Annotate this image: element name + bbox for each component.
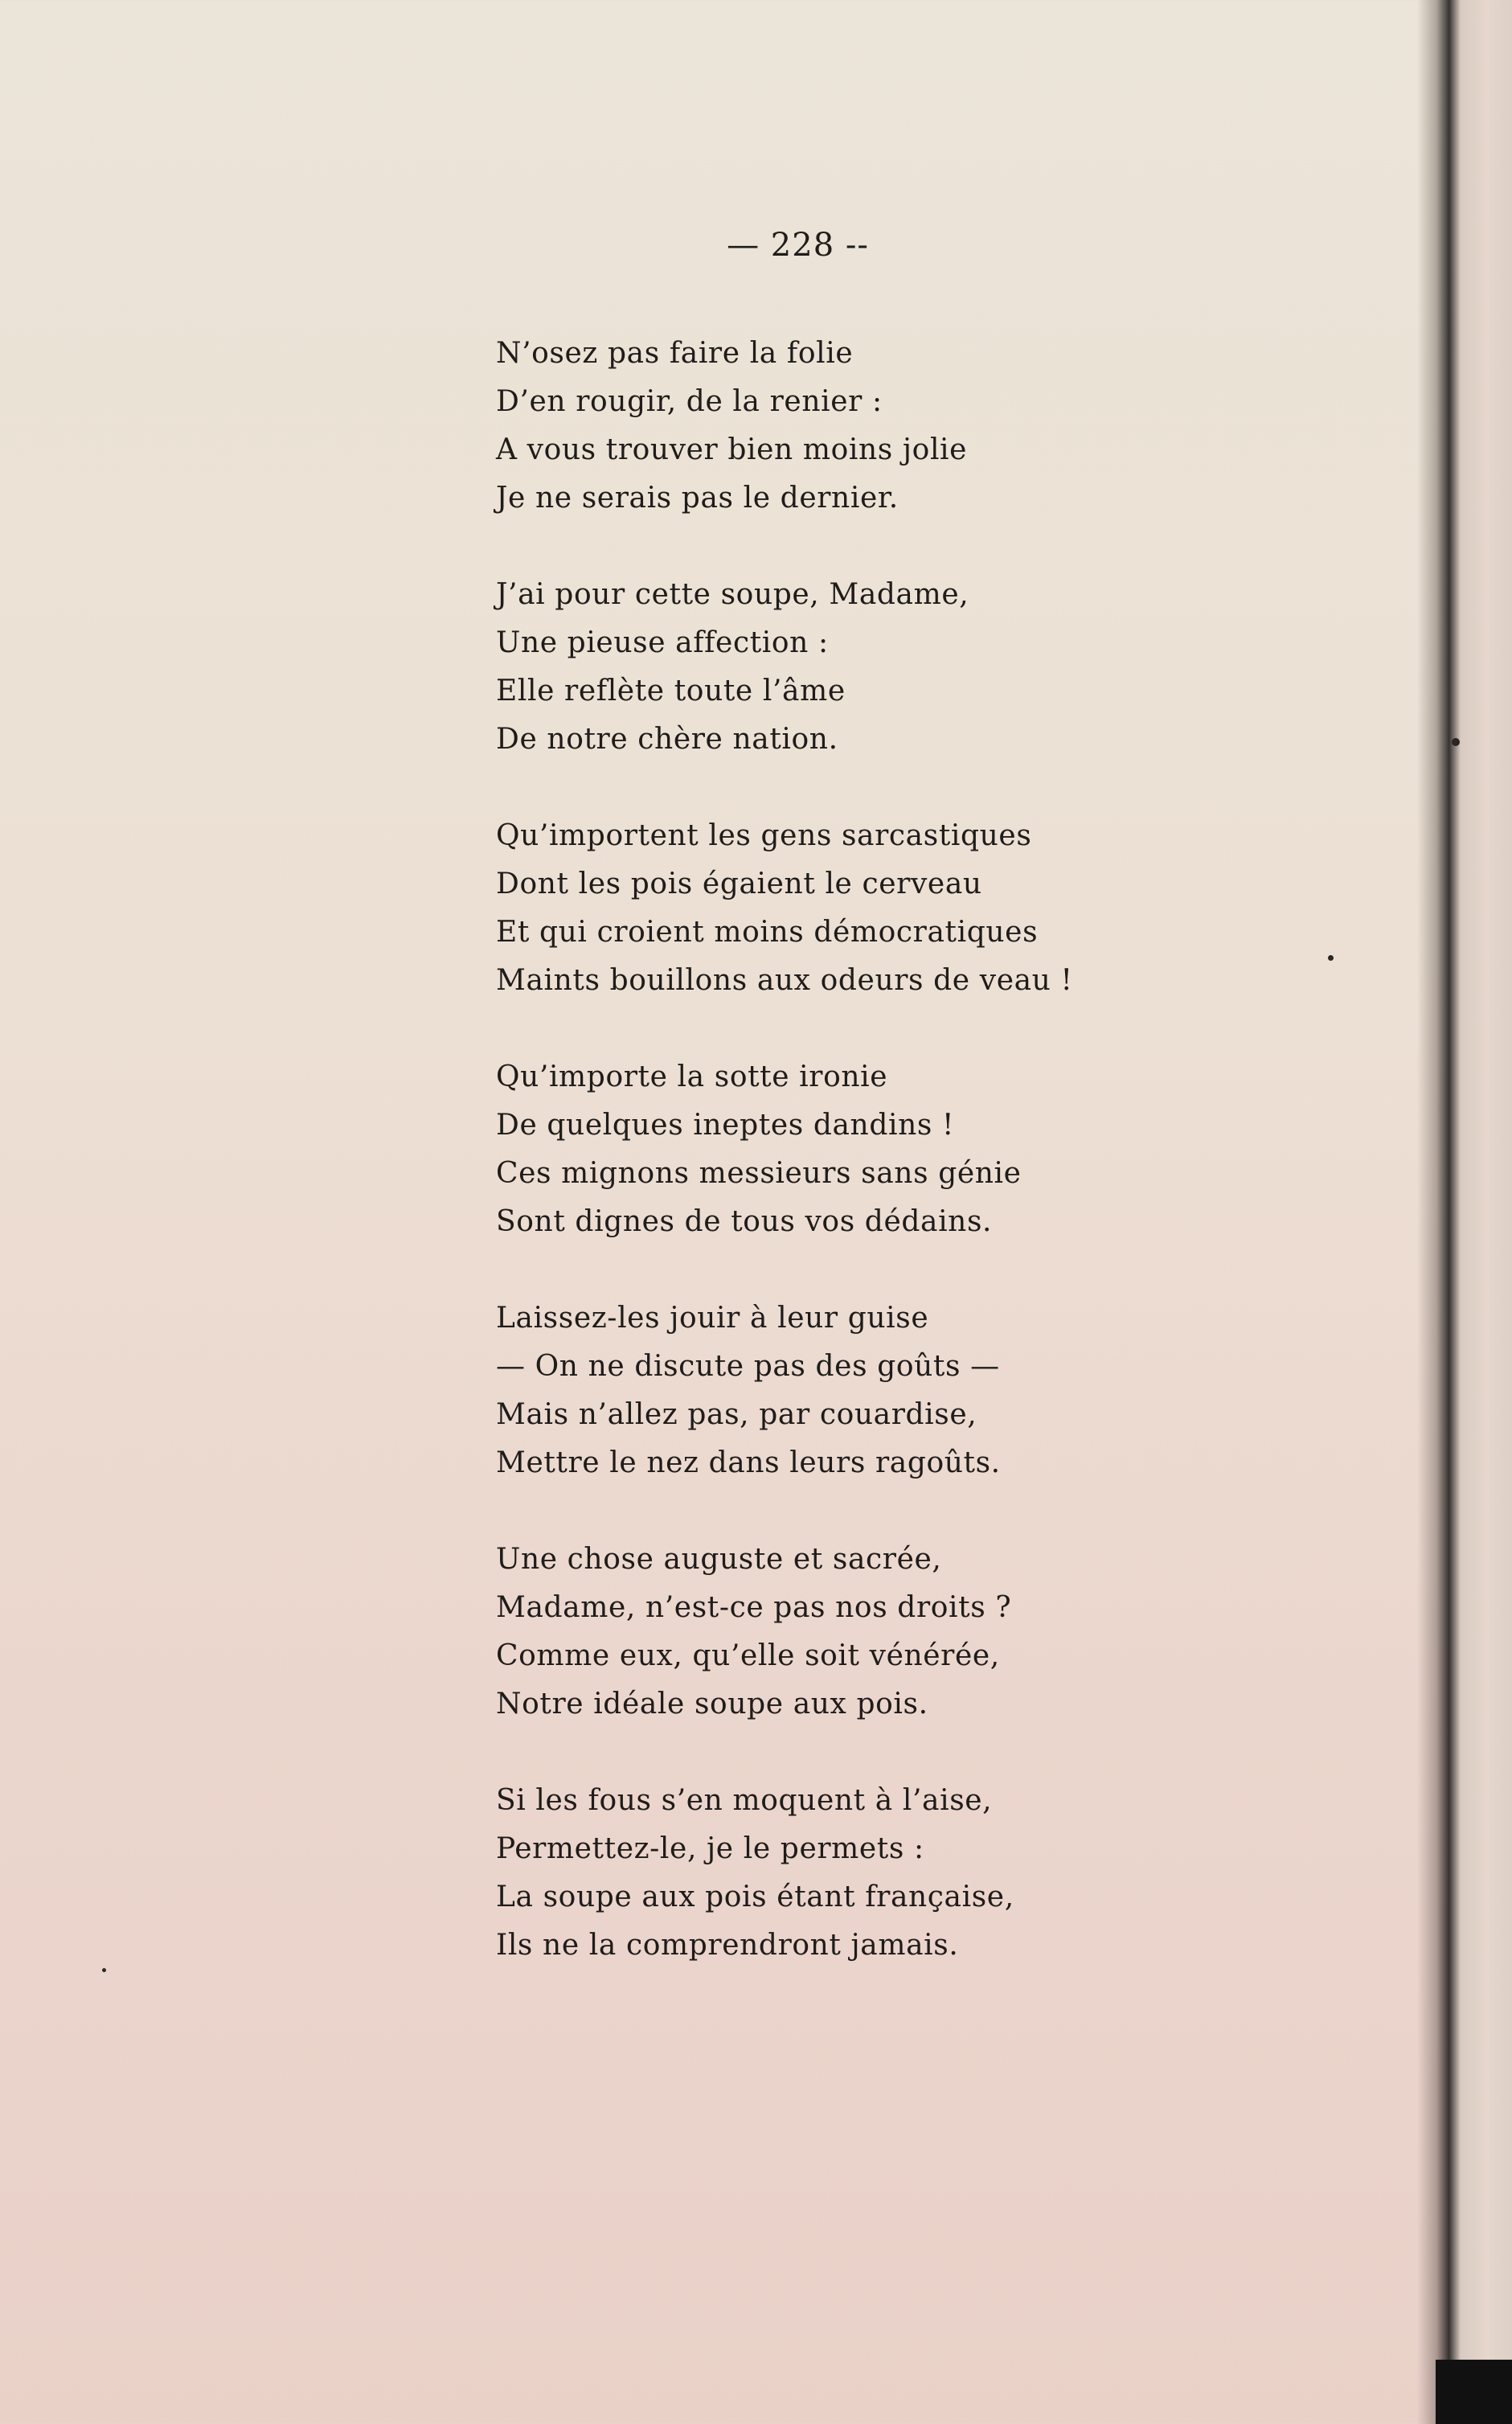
verse-line: Notre idéale soupe aux pois. [496, 1688, 928, 1721]
verse-line: Qu’importent les gens sarcastiques [496, 819, 1032, 852]
verse-line: D’en rougir, de la renier : [496, 385, 883, 418]
stanza [496, 571, 1123, 764]
verse-line: Laissez-les jouir à leur guise [496, 1302, 929, 1335]
verse-line: Elle reflète toute l’âme [496, 675, 846, 708]
verse-line: Je ne serais pas le dernier. [496, 482, 899, 515]
verse-line: Sont dignes de tous vos dédains. [496, 1205, 993, 1238]
verse-line: N’osez pas faire la folie [496, 337, 854, 370]
verse-line: Une pieuse affection : [496, 626, 829, 659]
scan-corner-block [1436, 2360, 1512, 2424]
verse-line: Comme eux, qu’elle soit vénérée, [496, 1639, 1000, 1672]
binding-shadow [1417, 0, 1449, 2424]
verse-line: Maints bouillons aux odeurs de veau ! [496, 964, 1073, 997]
stanza [496, 1777, 1123, 1970]
stanza [496, 1294, 1123, 1487]
verse-line: Madame, n’est-ce pas nos droits ? [496, 1591, 1012, 1624]
page-number: — 228 -- [727, 227, 869, 264]
stanza [496, 1536, 1123, 1729]
verse-line: Ils ne la comprendront jamais. [496, 1929, 959, 1962]
verse-line: A vous trouver bien moins jolie [496, 433, 968, 466]
stanza [496, 330, 1123, 523]
verse-line: Dont les pois égaient le cerveau [496, 867, 982, 900]
verse-line: Ces mignons messieurs sans génie [496, 1157, 1022, 1190]
verse-line: — On ne discute pas des goûts — [496, 1350, 1000, 1383]
verse-line: Et qui croient moins démocratiques [496, 916, 1039, 949]
verse-line: De notre chère nation. [496, 723, 838, 756]
speck [1452, 738, 1460, 746]
verse-line: Une chose auguste et sacrée, [496, 1543, 942, 1576]
verse-line: Mais n’allez pas, par couardise, [496, 1398, 977, 1431]
speck [102, 1968, 106, 1972]
speck [1328, 955, 1334, 961]
verse-line: Mettre le nez dans leurs ragoûts. [496, 1446, 1001, 1479]
verse-line: Qu’importe la sotte ironie [496, 1060, 888, 1093]
verse-line: La soupe aux pois étant française, [496, 1881, 1014, 1913]
verse-line: De quelques ineptes dandins ! [496, 1109, 955, 1142]
verse-line: J’ai pour cette soupe, Madame, [496, 578, 969, 611]
verse-line: Permettez-le, je le permets : [496, 1832, 924, 1865]
stanza [496, 1053, 1123, 1246]
poem [496, 330, 1123, 2018]
stanza [496, 812, 1123, 1005]
next-page-edge [1449, 0, 1512, 2424]
verse-line: Si les fous s’en moquent à l’aise, [496, 1784, 993, 1817]
